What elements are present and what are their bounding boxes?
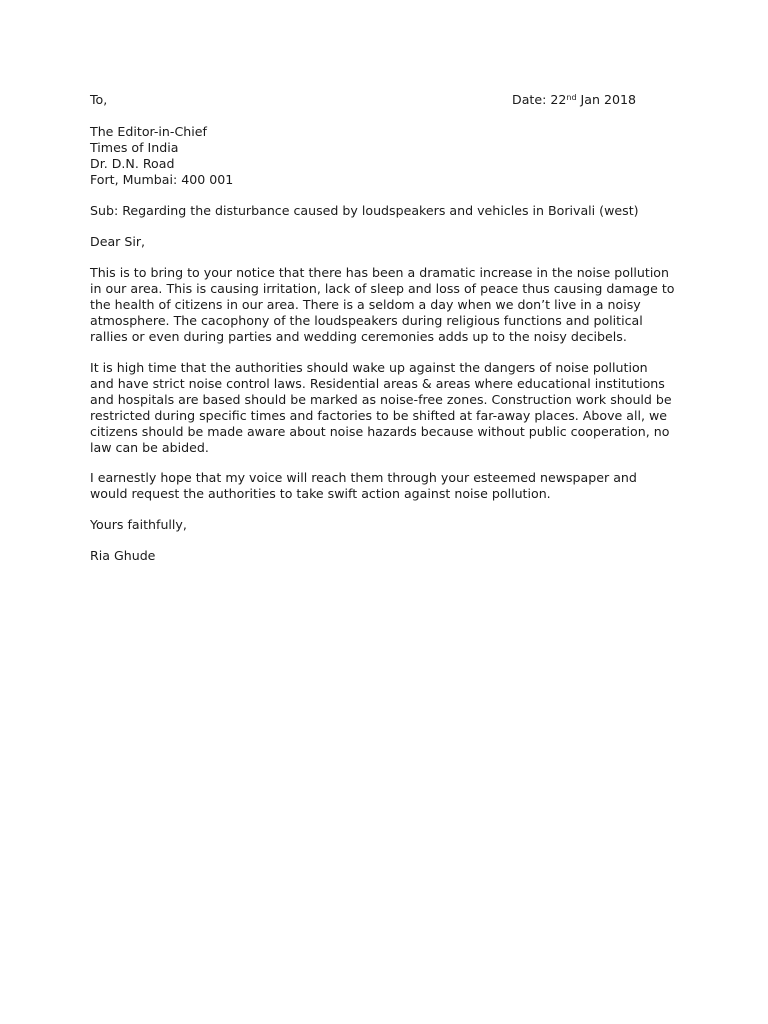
recipient-line-3: Dr. D.N. Road bbox=[90, 156, 175, 171]
paragraph-line: I earnestly hope that my voice will reach them through your esteemed newspaper and bbox=[90, 470, 637, 485]
paragraph-line: It is high time that the authorities should wake up against the dangers of noise pollution bbox=[90, 360, 648, 375]
paragraph-line: the health of citizens in our area. There is a seldom a day when we don’t live in a noisy bbox=[90, 297, 641, 312]
paragraph-2 bbox=[90, 360, 690, 456]
greeting: Dear Sir, bbox=[90, 234, 146, 249]
paragraph-line: and have strict noise control laws. Residential areas & areas where educational institutions bbox=[90, 376, 665, 391]
recipient-line-4: Fort, Mumbai: 400 001 bbox=[90, 172, 234, 187]
paragraph-line: citizens should be made aware about noise hazards because without public cooperation, no bbox=[90, 424, 670, 439]
closing: Yours faithfully, bbox=[90, 517, 187, 532]
subject-line: Sub: Regarding the disturbance caused by loudspeakers and vehicles in Borivali (west) bbox=[90, 203, 639, 218]
paragraph-line: This is to bring to your notice that there has been a dramatic increase in the noise pollution bbox=[90, 265, 669, 280]
paragraph-line: rallies or even during parties and wedding ceremonies adds up to the noisy decibels. bbox=[90, 329, 627, 344]
paragraph-3 bbox=[90, 470, 690, 502]
date-suffix: nd bbox=[566, 93, 577, 102]
paragraph-line: in our area. This is causing irritation, lack of sleep and loss of peace thus causing damage to bbox=[90, 281, 675, 296]
paragraph-line: would request the authorities to take swift action against noise pollution. bbox=[90, 486, 551, 501]
paragraph-1 bbox=[90, 265, 690, 345]
recipient-line-1: The Editor-in-Chief bbox=[90, 124, 207, 139]
recipient-line-2: Times of India bbox=[90, 140, 179, 155]
paragraph-line: restricted during specific times and factories to be shifted at far-away places. Above all, we bbox=[90, 408, 668, 423]
date-line bbox=[512, 92, 636, 108]
paragraph-line: atmosphere. The cacophony of the loudspeakers during religious functions and political bbox=[90, 313, 643, 328]
date-label: Date: 22 bbox=[512, 92, 567, 107]
paragraph-line: and hospitals are based should be marked as noise-free zones. Construction work should be bbox=[90, 392, 672, 407]
to-line: To, bbox=[90, 92, 108, 107]
signature-name: Ria Ghude bbox=[90, 548, 156, 563]
paragraph-line: law can be abided. bbox=[90, 440, 209, 455]
date-rest: Jan 2018 bbox=[576, 92, 637, 107]
